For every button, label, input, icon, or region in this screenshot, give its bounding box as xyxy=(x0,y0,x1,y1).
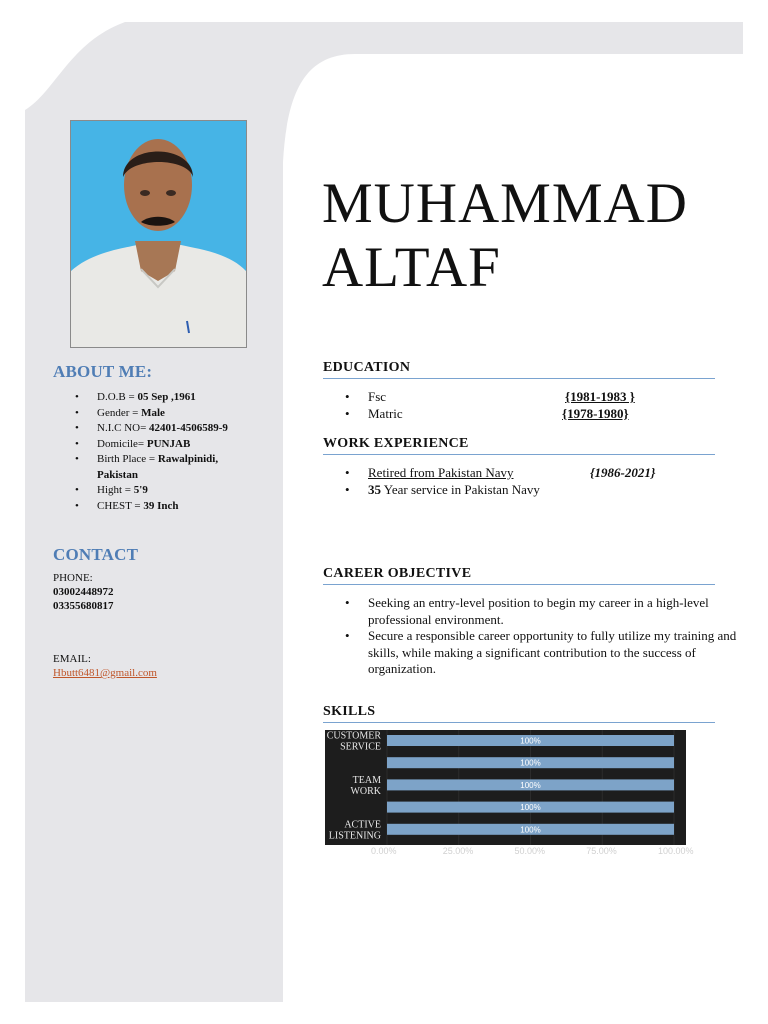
chart-category-label: ACTIVE xyxy=(344,819,381,831)
chart-value-label: 100% xyxy=(520,825,541,835)
chart-x-tick-label: 25.00% xyxy=(442,846,474,856)
phone-label: PHONE: xyxy=(53,572,93,584)
education-list xyxy=(323,389,760,422)
about-item-dob: • D.O.B = 05 Sep ,1961 xyxy=(97,390,317,406)
chart-category-label: SERVICE xyxy=(340,741,381,753)
about-heading: ABOUT ME: xyxy=(53,362,153,381)
email-link[interactable]: Hbutt6481@gmail.com xyxy=(53,667,157,679)
name-second-line: ALTAF xyxy=(322,236,501,299)
chart-category-label: TEAM xyxy=(352,774,381,786)
work-item: • Retired from Pakistan Navy {1986-2021} xyxy=(368,465,760,482)
chart-category-label: LISTENING xyxy=(328,830,381,842)
education-item: • Fsc {1981-1983 } xyxy=(368,389,760,406)
chart-x-tick-label: 75.00% xyxy=(586,846,617,856)
about-item-birthplace: • Birth Place = Rawalpinidi, Pakistan xyxy=(97,452,247,483)
chart-value-label: 100% xyxy=(520,736,541,746)
work-list xyxy=(323,465,760,498)
chart-x-tick-label: 0.00% xyxy=(371,846,397,856)
phone-number-2: 03355680817 xyxy=(53,600,114,612)
skills-title: SKILLS xyxy=(323,704,715,723)
chart-category-label: CUSTOMER xyxy=(326,730,381,742)
objective-item: • Secure a responsible career opportunity to fully utilize my training and skills, while making a significant contribution to the success of organization. xyxy=(368,628,760,678)
chart-value-label: 100% xyxy=(520,758,541,768)
skills-chart-svg xyxy=(325,730,686,845)
education-item: • Matric {1978-1980} xyxy=(368,406,760,423)
work-title: WORK EXPERIENCE xyxy=(323,436,715,455)
contact-heading: CONTACT xyxy=(53,545,139,564)
about-list xyxy=(53,390,317,514)
education-title: EDUCATION xyxy=(323,360,715,379)
skills-chart xyxy=(325,730,686,845)
chart-x-tick-label: 50.00% xyxy=(514,846,546,856)
email-label: EMAIL: xyxy=(53,653,91,665)
name-first-line: MUHAMMAD xyxy=(322,172,688,235)
name-title xyxy=(322,172,688,300)
objective-list xyxy=(323,595,768,678)
about-item-height: • Hight = 5'9 xyxy=(97,483,317,499)
about-item-chest: • CHEST = 39 Inch xyxy=(97,499,317,515)
about-item-gender: • Gender = Male xyxy=(97,406,317,422)
chart-value-label: 100% xyxy=(520,803,541,813)
work-item: • 35 Year service in Pakistan Navy xyxy=(368,482,760,499)
phone-number-1: 03002448972 xyxy=(53,586,114,598)
chart-value-label: 100% xyxy=(520,780,541,790)
chart-category-label: WORK xyxy=(350,785,381,797)
chart-x-tick-label: 100.00% xyxy=(658,846,694,856)
objective-item: • Seeking an entry-level position to begin my career in a high-level professional environment. xyxy=(368,595,760,628)
about-item-nic: • N.I.C NO= 42401-4506589-9 xyxy=(97,421,317,437)
profile-photo xyxy=(70,120,247,348)
objective-title: CAREER OBJECTIVE xyxy=(323,566,715,585)
about-item-domicile: • Domicile= PUNJAB xyxy=(97,437,317,453)
